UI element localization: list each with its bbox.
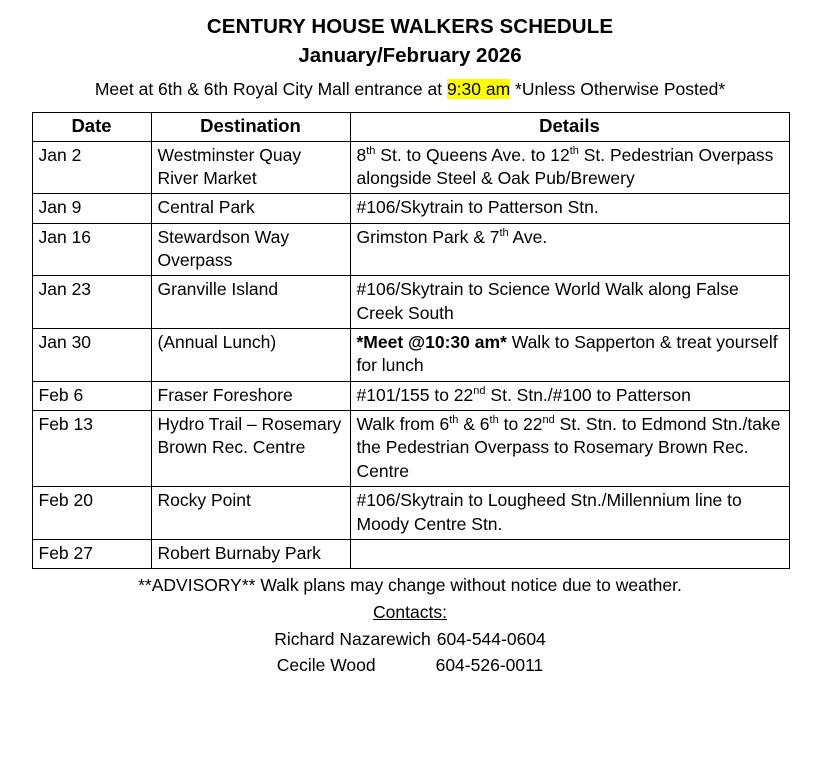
- cell-date: Jan 30: [32, 329, 151, 382]
- cell-date: Jan 2: [32, 141, 151, 194]
- table-row: [32, 194, 789, 223]
- cell-date: Feb 20: [32, 487, 151, 540]
- table-row: [32, 381, 789, 410]
- page-title: CENTURY HOUSE WALKERS SCHEDULE: [206, 15, 614, 38]
- cell-date: Feb 27: [32, 539, 151, 568]
- table-body: [32, 141, 789, 569]
- cell-destination: Granville Island: [151, 276, 350, 329]
- meeting-time-highlight: 9:30 am: [446, 79, 511, 100]
- cell-date: Feb 6: [32, 381, 151, 410]
- table-row: [32, 411, 789, 487]
- contacts-heading: Contacts:: [373, 601, 447, 622]
- cell-date: Jan 23: [32, 276, 151, 329]
- table-row: [32, 487, 789, 540]
- cell-destination: Fraser Foreshore: [151, 381, 350, 410]
- cell-destination: Robert Burnaby Park: [151, 539, 350, 568]
- cell-destination: (Annual Lunch): [151, 329, 350, 382]
- cell-details: #106/Skytrain to Patterson Stn.: [350, 194, 789, 223]
- cell-destination: Rocky Point: [151, 487, 350, 540]
- cell-details: #106/Skytrain to Lougheed Stn./Millennium line to Moody Centre Stn.: [350, 487, 789, 540]
- document-footer: [0, 574, 820, 678]
- cell-details: 8th St. to Queens Ave. to 12th St. Pedestrian Overpass alongside Steel & Oak Pub/Brewery: [350, 141, 789, 194]
- cell-destination: Westminster Quay River Market: [151, 141, 350, 194]
- column-header-details: Details: [350, 112, 789, 141]
- cell-destination: Stewardson Way Overpass: [151, 223, 350, 276]
- table-header-row: [32, 112, 789, 141]
- schedule-table-wrapper: [32, 112, 789, 569]
- cell-destination: Hydro Trail – Rosemary Brown Rec. Centre: [151, 411, 350, 487]
- table-row: [32, 276, 789, 329]
- contact-name: Richard Nazarewich: [274, 628, 431, 649]
- contact-row: [0, 627, 820, 652]
- page-subtitle: January/February 2026: [298, 44, 522, 68]
- meeting-info-line: [0, 78, 820, 101]
- cell-details: Walk from 6th & 6th to 22nd St. Stn. to Edmond Stn./take the Pedestrian Overpass to Rosemary Brown Rec. Centre: [350, 411, 789, 487]
- cell-date: Feb 13: [32, 411, 151, 487]
- advisory-note: **ADVISORY** Walk plans may change without notice due to weather.: [138, 575, 682, 596]
- cell-date: Jan 16: [32, 223, 151, 276]
- contact-phone: 604-544-0604: [436, 628, 546, 649]
- cell-details: *Meet @10:30 am* Walk to Sapperton & treat yourself for lunch: [350, 329, 789, 382]
- table-row: [32, 539, 789, 568]
- contact-name: Cecile Wood: [276, 655, 376, 676]
- schedule-table: [32, 112, 790, 569]
- table-row: [32, 223, 789, 276]
- cell-destination: Central Park: [151, 194, 350, 223]
- column-header-destination: Destination: [151, 112, 350, 141]
- table-row: [32, 141, 789, 194]
- table-header: [32, 112, 789, 141]
- cell-details: [350, 539, 789, 568]
- table-row: [32, 329, 789, 382]
- cell-details: Grimston Park & 7th Ave.: [350, 223, 789, 276]
- cell-details: #106/Skytrain to Science World Walk along False Creek South: [350, 276, 789, 329]
- meeting-info-prefix: Meet at 6th & 6th Royal City Mall entrance at: [94, 79, 447, 100]
- column-header-date: Date: [32, 112, 151, 141]
- meeting-info-suffix: *Unless Otherwise Posted*: [510, 79, 726, 100]
- contact-phone: 604-526-0011: [435, 655, 544, 676]
- cell-details: #101/155 to 22nd St. Stn./#100 to Patterson: [350, 381, 789, 410]
- document-header: [0, 0, 820, 101]
- contact-row: [0, 653, 820, 678]
- cell-date: Jan 9: [32, 194, 151, 223]
